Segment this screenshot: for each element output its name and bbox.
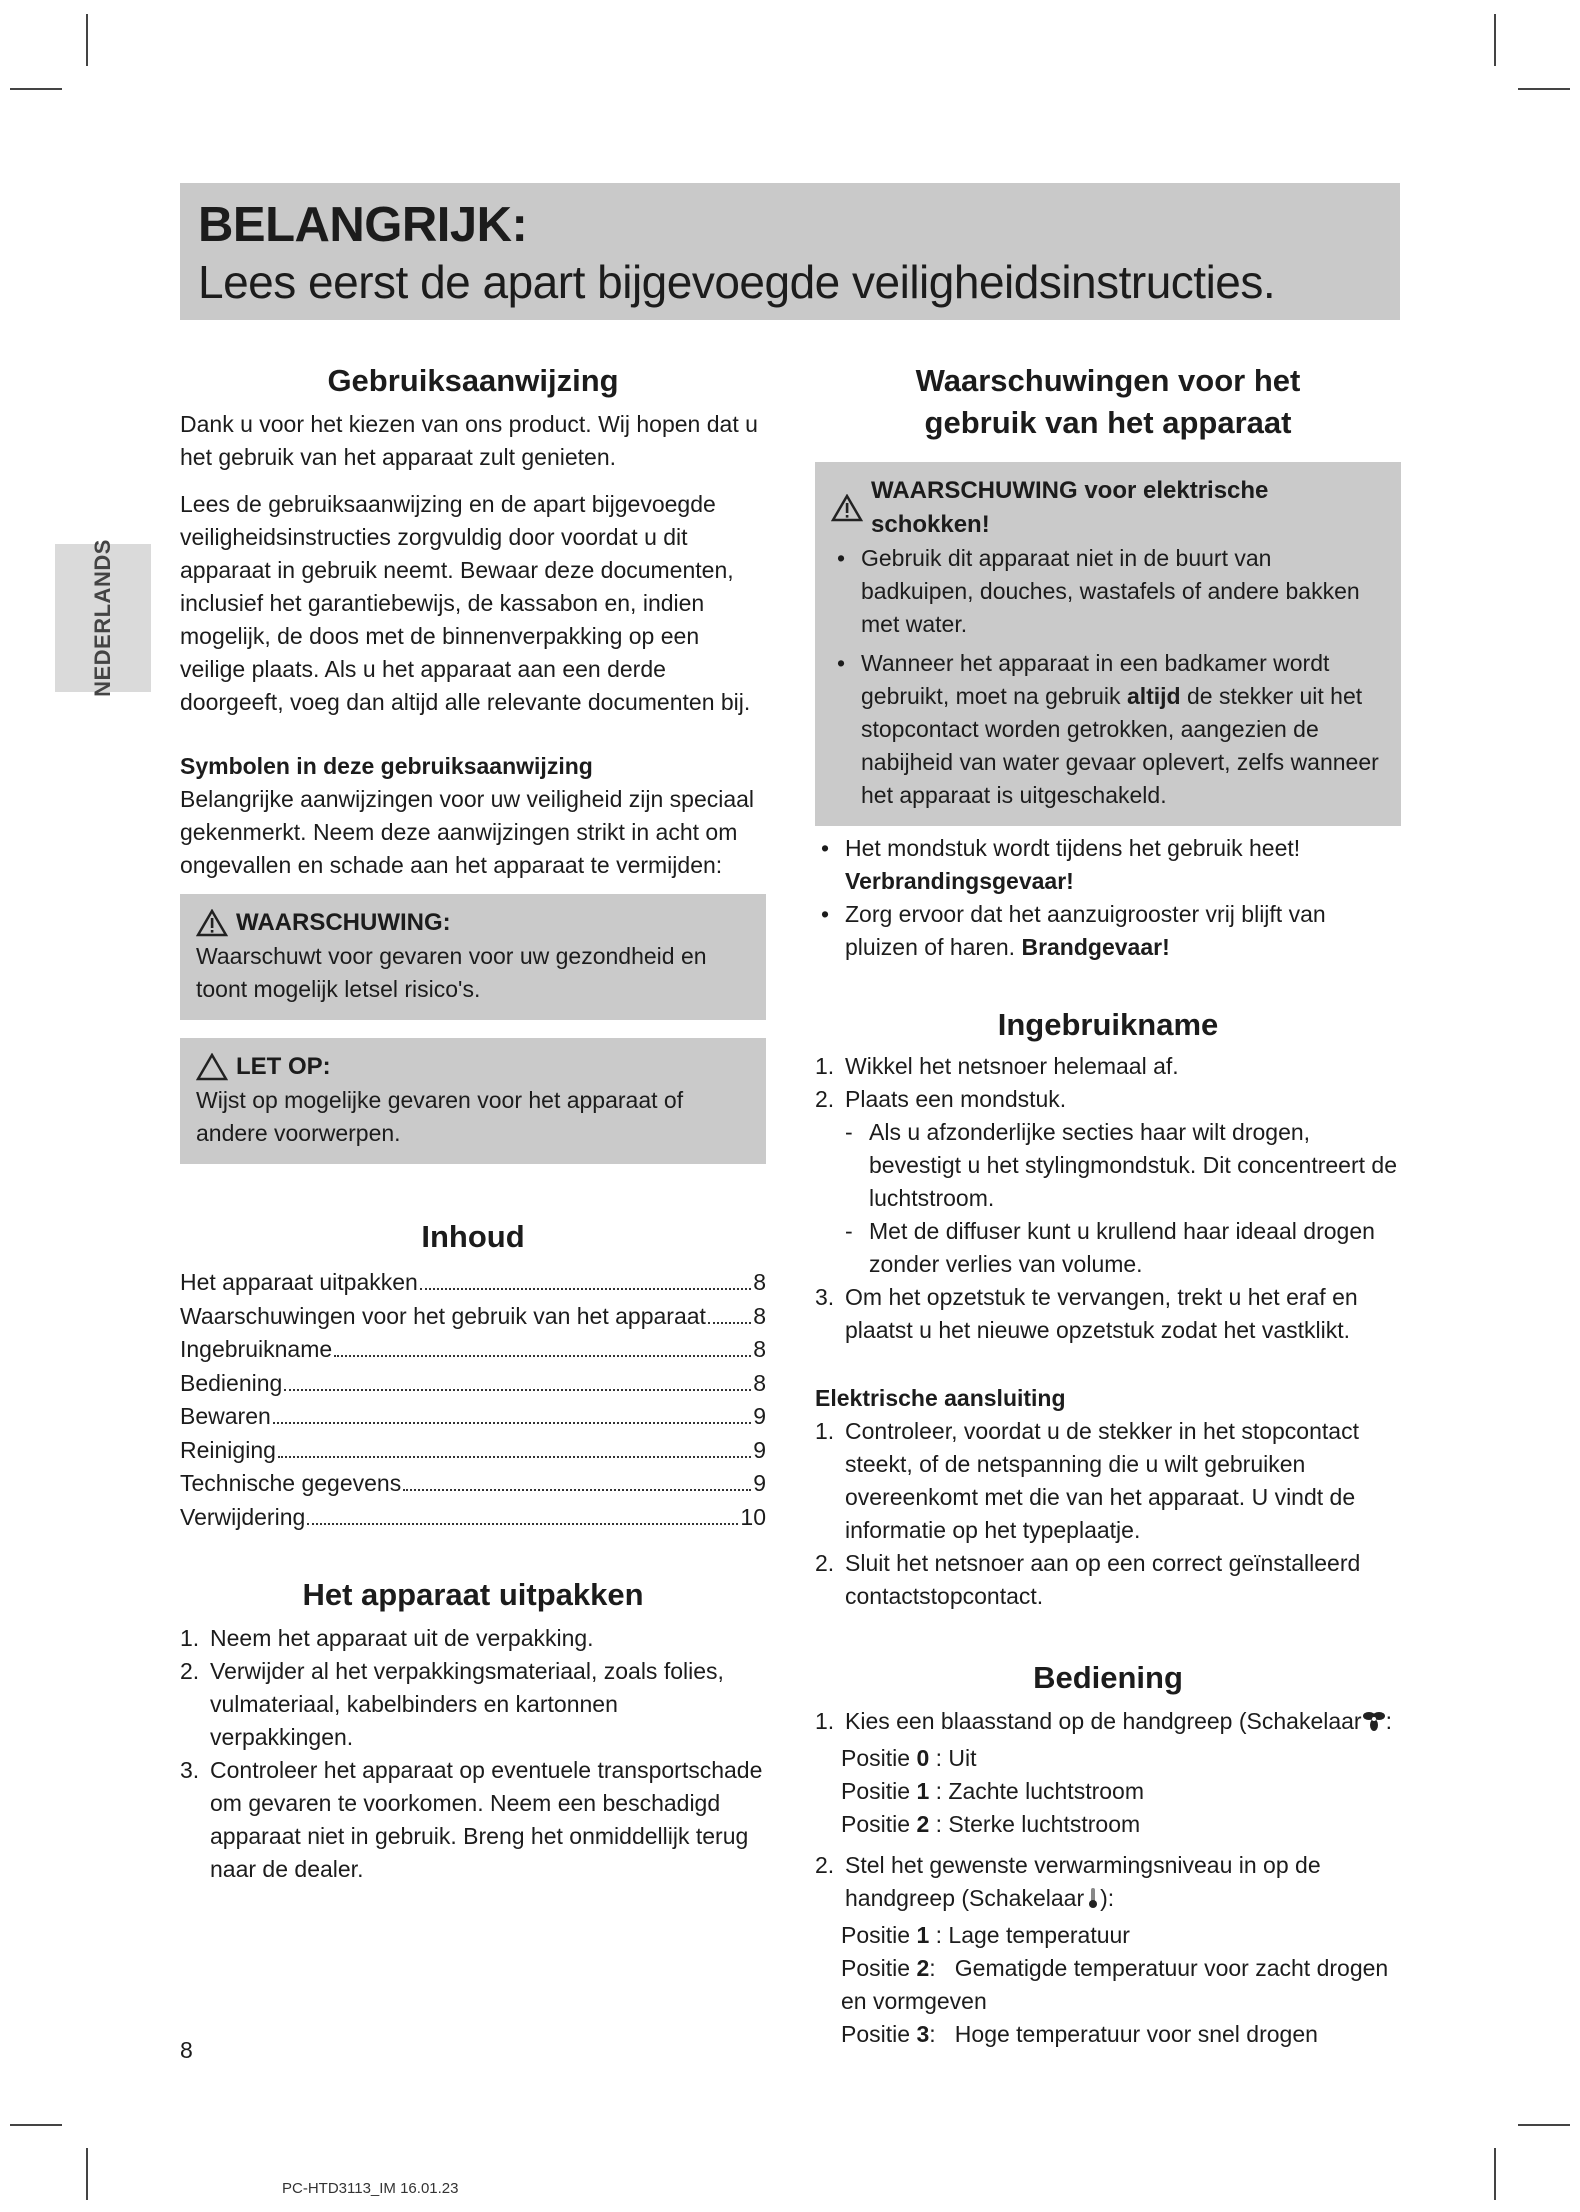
language-tab-label: NEDERLANDS (90, 539, 115, 697)
section-title-warnings-1: Waarschuwingen voor het (915, 363, 1301, 398)
unpack-steps (180, 1622, 766, 1886)
hot-warning: Het mondstuk wordt tijdens het gebruik heet! (845, 835, 1301, 861)
list-number: 2. (180, 1658, 200, 1684)
position-label: Positie (841, 1922, 911, 1948)
warning-box (180, 894, 766, 1020)
intro-paragraph-2: Lees de gebruiksaanwijzing en de apart bijgevoegde veiligheidsinstructies zorgvuldig door voordat u dit apparaat in gebruik neemt. Bewaar deze documenten, inclusief het garantiebewijs, de kassabon en, indien mogelijk, de doos met de binnenverpakking op een veilige plaats. Als u het apparaat aan een derde doorgeeft, voeg dan altijd alle relevante documenten bij. (180, 491, 751, 715)
list-text: Kies een blaasstand op de handgreep (Schakelaar (845, 1708, 1362, 1734)
footer-code: PC-HTD3113_IM 16.01.23 (282, 2180, 459, 2197)
warning-triangle-icon (831, 494, 863, 522)
important-banner (180, 183, 1400, 320)
position-row (815, 1808, 1401, 1841)
position-text: : Gematigde temperatuur voor zacht drogen en vormgeven (841, 1955, 1395, 2014)
list-text: Stel het gewenste verwarmingsniveau in op de handgreep (Schakelaar (845, 1852, 1321, 1911)
warning-triangle-icon (196, 909, 228, 937)
warning-header (196, 906, 750, 940)
section-title-warnings-2: gebruik van het apparaat (924, 405, 1292, 440)
position-number: 3 (916, 2021, 930, 2047)
crop-mark (10, 2124, 62, 2126)
electrical-steps (815, 1415, 1401, 1613)
page-number: 8 (180, 2037, 193, 2063)
hot-warning-bold: Verbrandingsgevaar! (845, 868, 1074, 894)
position-row (815, 1952, 1401, 2018)
toc-page: 9 (753, 1436, 766, 1463)
position-label: Positie (841, 1955, 911, 1981)
list-text: Wikkel het netsnoer helemaal af. (845, 1053, 1179, 1079)
position-text: : Uit (935, 1745, 977, 1771)
toc-row[interactable] (180, 1400, 766, 1434)
thermometer-icon (1086, 1887, 1100, 1909)
list-item: • Zorg ervoor dat het aanzuigrooster vrij blijft van pluizen of haren. Brandgevaar! (821, 901, 1326, 960)
sub-item: - Met de diffuser kunt u krullend haar ideaal drogen zonder verlies van volume. (845, 1218, 1375, 1277)
crop-mark (1494, 2148, 1496, 2200)
toc-title: Verwijdering (180, 1503, 306, 1530)
position-label: Positie (841, 1778, 911, 1804)
position-text: : Zachte luchtstroom (935, 1778, 1144, 1804)
toc-row[interactable] (180, 1501, 766, 1535)
toc-page: 9 (753, 1470, 766, 1496)
list-item: • Het mondstuk wordt tijdens het gebruik heet! Verbrandingsgevaar! (821, 835, 1301, 894)
list-item (180, 1655, 766, 1754)
list-item: 2. Stel het gewenste verwarmingsniveau in op de handgreep (Schakelaar ): (815, 1852, 1321, 1911)
section-title-manual: Gebruiksaanwijzing (327, 363, 619, 398)
lint-warning: Zorg ervoor dat het aanzuigrooster vrij blijft van pluizen of haren. (845, 901, 1326, 960)
toc-row[interactable] (180, 1434, 766, 1468)
list-text: Verwijder al het verpakkingsmateriaal, zoals folies, vulmateriaal, kabelbinders en kartonnen verpakkingen. (210, 1658, 724, 1750)
position-text: : Hoge temperatuur voor snel drogen (929, 2021, 1318, 2047)
shock-bullet-2-bold: altijd (1126, 683, 1181, 709)
caution-box (180, 1038, 766, 1164)
crop-mark (10, 88, 62, 90)
list-number: 1. (180, 1625, 200, 1651)
shock-bullet-1: Gebruik dit apparaat niet in de buurt van badkuipen, douches, wastafels of andere bakken met water. (861, 545, 1360, 637)
sub-item: - Als u afzonderlijke secties haar wilt drogen, bevestigt u het stylingmondstuk. Dit concentreert de luchtstroom. (845, 1119, 1398, 1211)
position-row (815, 2018, 1401, 2051)
table-of-contents (180, 1266, 766, 1534)
warning-text: Waarschuwt voor gevaren voor uw gezondheid en toont mogelijk letsel risico's. (196, 943, 707, 1002)
list-number: 3. (180, 1757, 200, 1783)
section-title-operation: Bediening (1033, 1660, 1183, 1695)
list-text: Neem het apparaat uit de verpakking. (210, 1625, 594, 1651)
toc-page: 8 (753, 1269, 766, 1295)
crop-mark (1518, 88, 1570, 90)
position-label: Positie (841, 1811, 911, 1837)
position-text: : Sterke luchtstroom (935, 1811, 1141, 1837)
caution-triangle-icon (196, 1053, 228, 1081)
list-item: • Wanneer het apparaat in een badkamer wordt gebruikt, moet na gebruik altijd de stekker uit het stopcontact worden getrokken, aangezien de nabijheid van water gevaar oplevert, zelfs wanneer het apparaat is uitgeschakeld. (837, 650, 1379, 808)
toc-page: 10 (740, 1503, 766, 1530)
toc-title: Bediening (180, 1369, 283, 1396)
position-label: Positie (841, 1745, 911, 1771)
toc-page: 8 (753, 1369, 766, 1396)
left-column (180, 360, 766, 1886)
section-title-contents: Inhoud (421, 1219, 525, 1254)
position-label: Positie (841, 2021, 911, 2047)
shock-warning-box (815, 462, 1401, 826)
toc-title: Bewaren (180, 1403, 271, 1429)
list-item: 1. Controleer, voordat u de stekker in het stopcontact steekt, of de netspanning die u wilt gebruiken overeenkomt met die van het apparaat. U vindt de informatie op het typeplaatje. (815, 1418, 1359, 1543)
toc-page: 8 (753, 1336, 766, 1362)
startup-steps (815, 1050, 1401, 1347)
toc-row[interactable] (180, 1333, 766, 1367)
list-text: Om het opzetstuk te vervangen, trekt u het eraf en plaatst u het nieuwe opzetstuk zodat het vastklikt. (845, 1284, 1358, 1343)
position-row (815, 1775, 1401, 1808)
list-text: ): (1100, 1885, 1115, 1911)
toc-page: 8 (753, 1302, 766, 1329)
section-title-unpacking: Het apparaat uitpakken (302, 1577, 644, 1612)
list-text: : (1385, 1708, 1392, 1734)
position-number: 1 (916, 1922, 930, 1948)
list-item: 3. Om het opzetstuk te vervangen, trekt u het eraf en plaatst u het nieuwe opzetstuk zodat het vastklikt. (815, 1284, 1358, 1343)
toc-title: Reiniging (180, 1436, 276, 1463)
crop-mark (86, 14, 88, 66)
list-item: 1. Wikkel het netsnoer helemaal af. (815, 1053, 1179, 1079)
toc-row[interactable] (180, 1266, 766, 1300)
crop-mark (1518, 2124, 1570, 2126)
banner-title: BELANGRIJK: (198, 198, 528, 252)
list-item (180, 1754, 766, 1886)
toc-row[interactable] (180, 1367, 766, 1401)
symbols-title: Symbolen in deze gebruiksaanwijzing (180, 753, 593, 779)
shock-bullet-2-post: de stekker uit het stopcontact worden getrokken, aangezien de nabijheid van water gevaar oplevert, zelfs wanneer het apparaat is uitgeschakeld. (861, 683, 1379, 808)
toc-row[interactable] (180, 1300, 766, 1334)
intro-paragraph-1: Dank u voor het kiezen van ons product. Wij hopen dat u het gebruik van het apparaat zult genieten. (180, 411, 758, 470)
crop-mark (86, 2148, 88, 2200)
list-text: Sluit het netsnoer aan op een correct geïnstalleerd contactstopcontact. (845, 1550, 1361, 1609)
fan-positions (815, 1742, 1401, 1841)
shock-warning-label: WAARSCHUWING voor elektrische schokken! (871, 477, 1269, 538)
banner-subtitle: Lees eerst de apart bijgevoegde veiligheidsinstructies. (198, 256, 1276, 308)
list-item: 2. Sluit het netsnoer aan op een correct geïnstalleerd contactstopcontact. (815, 1550, 1361, 1609)
list-item (180, 1622, 766, 1655)
list-text: Controleer het apparaat op eventuele transportschade om gevaren te voorkomen. Neem een beschadigd apparaat niet in gebruik. Breng het onmiddellijk terug naar de dealer. (210, 1757, 763, 1882)
fan-icon (1362, 1710, 1386, 1732)
position-number: 2 (916, 1811, 930, 1837)
warning-label: WAARSCHUWING: (236, 909, 451, 936)
caution-label: LET OP: (236, 1053, 331, 1080)
list-text: Met de diffuser kunt u krullend haar ideaal drogen zonder verlies van volume. (869, 1218, 1375, 1277)
position-number: 2 (916, 1955, 930, 1981)
toc-title: Ingebruikname (180, 1336, 333, 1362)
caution-text: Wijst op mogelijke gevaren voor het apparaat of andere voorwerpen. (196, 1087, 684, 1146)
list-text: Als u afzonderlijke secties haar wilt drogen, bevestigt u het stylingmondstuk. Dit concentreert de luchtstroom. (869, 1119, 1398, 1211)
position-row (815, 1742, 1401, 1775)
toc-title: Technische gegevens (180, 1470, 402, 1496)
position-text: : Lage temperatuur (935, 1922, 1130, 1948)
crop-mark (1494, 14, 1496, 66)
position-row (815, 1919, 1401, 1952)
list-item: 2. Plaats een mondstuk. (815, 1086, 1067, 1112)
right-column (815, 360, 1401, 2051)
language-tab (55, 539, 151, 697)
electrical-title: Elektrische aansluiting (815, 1385, 1066, 1411)
toc-row[interactable] (180, 1467, 766, 1501)
operation-steps (815, 1705, 1401, 2051)
list-item: • Gebruik dit apparaat niet in de buurt van badkuipen, douches, wastafels of andere bakken met water. (837, 545, 1360, 637)
section-title-startup: Ingebruikname (997, 1007, 1219, 1042)
toc-title: Het apparaat uitpakken (180, 1269, 418, 1295)
toc-page: 9 (753, 1403, 766, 1429)
lint-warning-bold: Brandgevaar! (1021, 934, 1170, 960)
list-text: Controleer, voordat u de stekker in het stopcontact steekt, of de netspanning die u wilt gebruiken overeenkomt met die van het apparaat. U vindt de informatie op het typeplaatje. (845, 1418, 1359, 1543)
list-item: 1. Kies een blaasstand op de handgreep (Schakelaar : (815, 1708, 1392, 1734)
list-text: Plaats een mondstuk. (845, 1086, 1067, 1112)
symbols-text: Belangrijke aanwijzingen voor uw veiligheid zijn speciaal gekenmerkt. Neem deze aanwijzingen strikt in acht om ongevallen en schade aan het apparaat te vermijden: (180, 786, 755, 878)
caution-header (196, 1050, 750, 1084)
shock-bullet-2-pre: Wanneer het apparaat in een badkamer wordt gebruikt, moet na gebruik (861, 650, 1330, 709)
toc-title: Waarschuwingen voor het gebruik van het apparaat (180, 1302, 706, 1329)
position-number: 0 (916, 1745, 930, 1771)
heat-positions (815, 1919, 1401, 2051)
position-number: 1 (916, 1778, 930, 1804)
shock-warning-header (831, 474, 1385, 542)
